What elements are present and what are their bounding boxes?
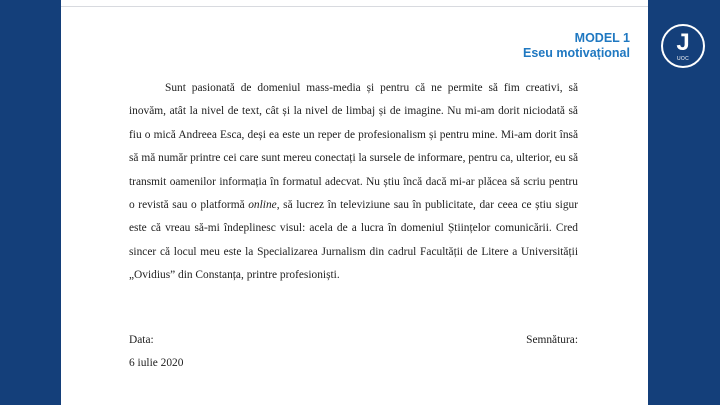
essay-paragraph: [129, 77, 578, 288]
page-top-divider: [61, 6, 648, 7]
essay-text-emphasis: online: [248, 199, 277, 212]
model-label: MODEL 1: [574, 31, 630, 45]
logo-subtext: UOC: [676, 56, 689, 62]
date-block: [129, 329, 183, 375]
date-value: 6 iulie 2020: [129, 357, 184, 369]
logo-letter: J: [676, 29, 690, 56]
essay-text-part2: , să lucrez în televiziune sau în publicitate, dar ceea ce știu sigur este că vreau să-mi îndeplinesc visul: acela de a lucra în domeniul Științelor comunicării. Cred sincer că locul meu este la Specializarea Jurnalism din cadrul Facultății de Litere a Universității „Ovidius” din Constanța, printre profesioniști.: [129, 199, 579, 282]
university-logo-icon: [661, 24, 705, 68]
document-heading: [523, 31, 630, 61]
signature-label: Semnătura:: [526, 334, 578, 346]
essay-title: Eseu motivațional: [523, 46, 630, 60]
date-label: Data:: [129, 334, 154, 346]
essay-text-part1: Sunt pasionată de domeniul mass-media și pentru că ne permite să fim creativi, să inovăm, atât la nivel de text, cât și la nivel de limbaj și de imagine. Nu mi-am dorit niciodată să fiu o mică Andreea Esca, deși ea este un reper de profesionalism și pentru mine. Mi-am dorit însă să mă număr printre cei care sunt mereu conectați la sursele de informare, pentru ca, ulterior, eu să transmit oamenilor informația în formatul adecvat. Nu știu încă dacă mi-ar plăcea să scriu pentru o revistă sau o platformă: [129, 82, 578, 212]
document-page: [61, 0, 648, 405]
